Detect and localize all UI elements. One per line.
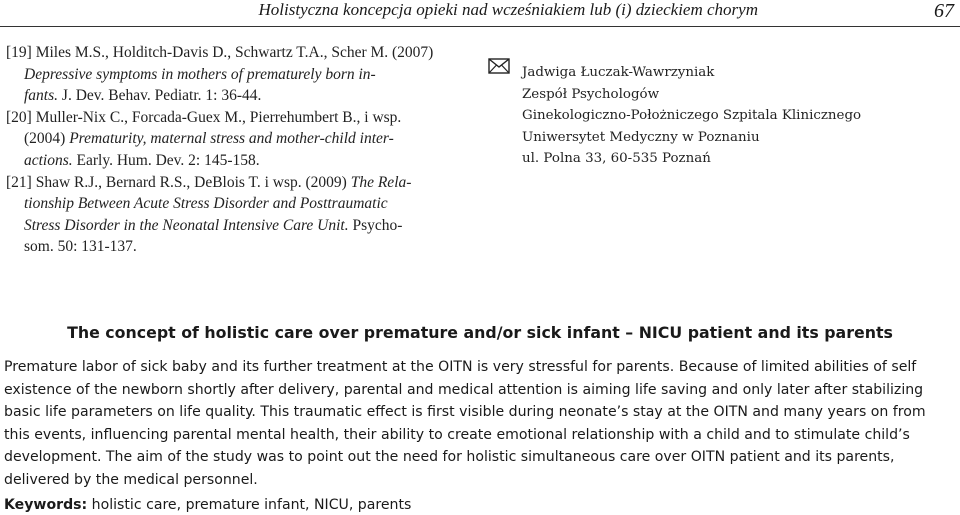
keywords-label: Keywords: [4,497,88,513]
ref-21-title-line-1: The Rela- [350,173,412,191]
ref-20-title-line-2: Prematurity, maternal stress and mother-child inter- [69,130,394,148]
ref-21-authors: [21] Shaw R.J., Bernard R.S., DeBlois T. i wsp. (2009) [6,173,351,191]
ref-20-line-1: [20] Muller-Nix C., Forcada-Guex M., Pierrehumbert B., i wsp. [6,108,402,126]
correspondence-address [522,62,952,170]
ref-19-source: J. Dev. Behav. Pediatr. 1: 36-44. [58,87,262,105]
envelope-icon [488,58,510,74]
keywords-list: holistic care, premature infant, NICU, parents [87,497,412,513]
author-university: Uniwersytet Medyczny w Poznaniu [522,129,760,145]
page-number: 67 [934,0,954,22]
ref-20-year: (2004) [24,130,70,148]
abstract-line-6: delivered by the medical personnel. [4,471,258,488]
abstract-line-4: this events, influencing parental mental health, their ability to create emotional relationship with a child and to stimulate child’s [4,426,910,443]
reference-21 [6,172,478,258]
ref-21-title-line-3: Stress Disorder in the Neonatal Intensive Care Unit. [24,216,349,234]
running-title: Holistyczna koncepcja opieki nad wcześniakiem lub (i) dzieckiem chorym [258,0,758,19]
abstract-line-1: Premature labor of sick baby and its further treatment at the OITN is very stressful for parents. Because of limited abilities of self [4,359,917,375]
abstract-line-5: development. The aim of the study was to point out the need for holistic simultaneous care over OITN patient and its parents, [4,449,895,466]
ref-20-source: Early. Hum. Dev. 2: 145-158. [72,151,260,169]
abstract [4,356,956,492]
ref-20-title-line-3: actions. [24,151,73,169]
abstract-line-2: existence of the newborn shortly after delivery, parental and medical attention is aiming life saving and only later after stabilizing [4,381,924,398]
header-rule [0,26,960,27]
running-header [0,0,960,34]
article-title: The concept of holistic care over premature and/or sick infant – NICU patient and its parents [67,323,893,342]
abstract-line-3: basic life parameters on life quality. This traumatic effect is first visible during neonate’s stay at the OITN and many years on from [4,404,926,421]
keywords [4,495,411,515]
author-hospital: Ginekologiczno-Położniczego Szpitala Klinicznego [522,108,862,124]
reference-19 [6,42,478,107]
author-department: Zespół Psychologów [522,86,660,102]
author-street: ul. Polna 33, 60-535 Poznań [522,151,711,167]
reference-20 [6,107,478,172]
author-name: Jadwiga Łuczak-Wawrzyniak [522,65,715,80]
ref-21-title-line-2: tionship Between Acute Stress Disorder and Posttraumatic [24,195,388,213]
ref-19-title-line-2: Depressive symptoms in mothers of prematurely born in- [24,65,376,83]
ref-21-source-line-4: som. 50: 131-137. [24,238,137,256]
ref-19-title-line-3: fants. [24,87,59,105]
ref-19-line-1: [19] Miles M.S., Holditch-Davis D., Schwartz T.A., Scher M. (2007) [6,44,434,61]
ref-21-source: Psycho- [348,216,403,234]
reference-list [6,42,478,258]
